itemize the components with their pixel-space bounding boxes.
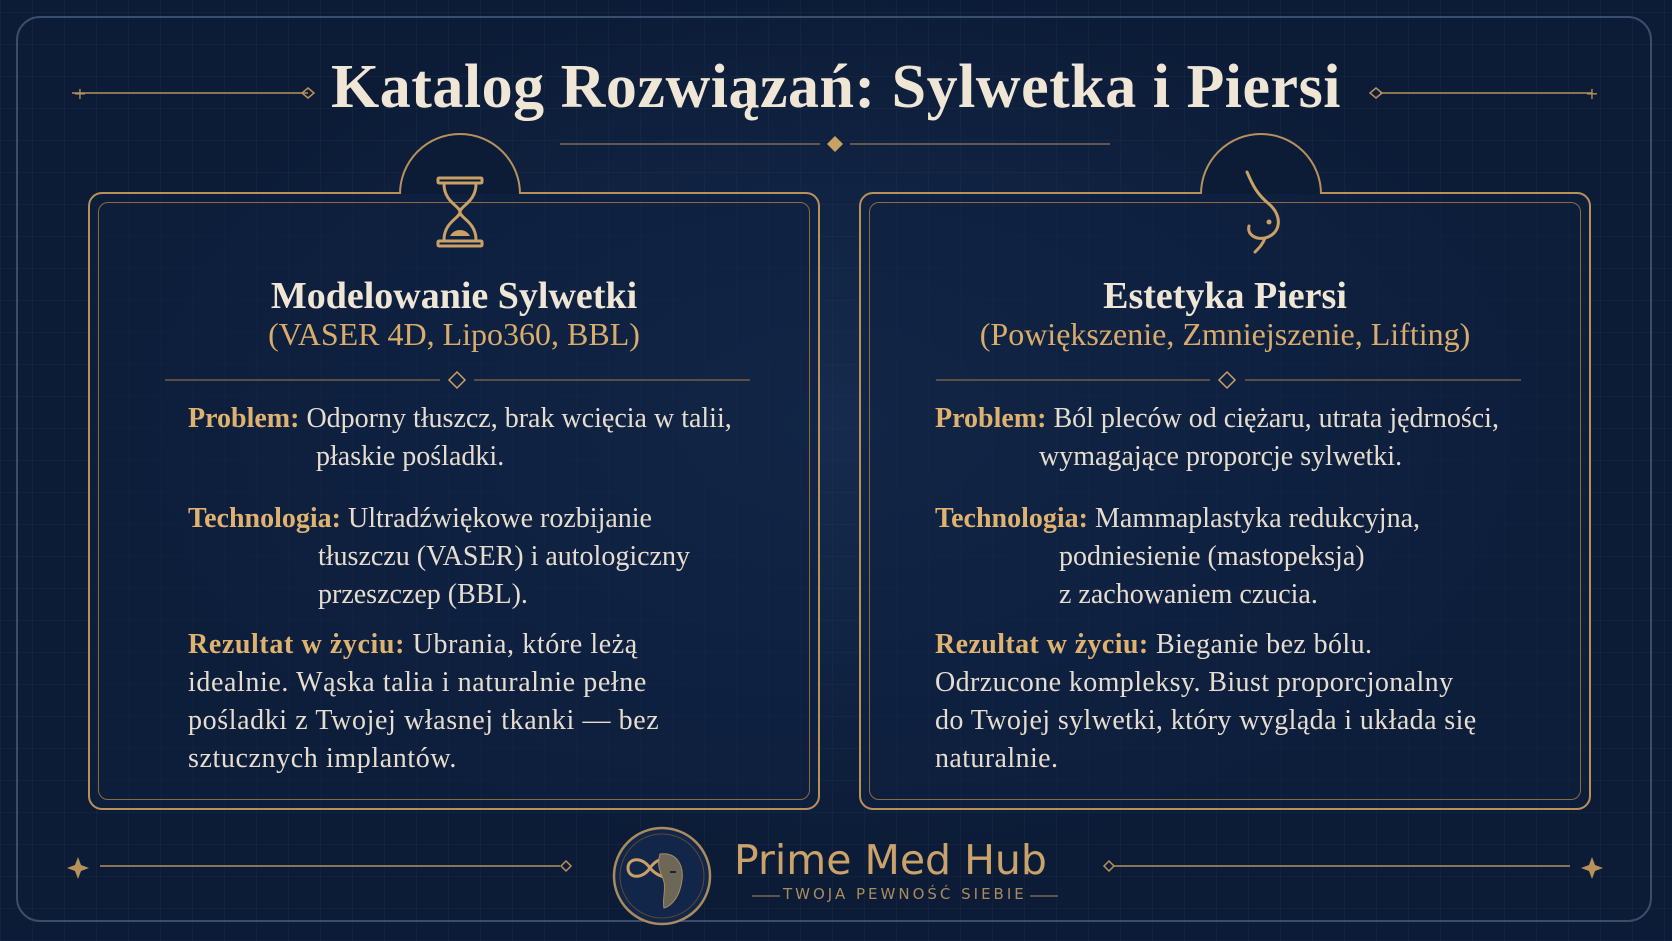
infinity-face-logo [610, 824, 714, 928]
technology-text-cont: z zachowaniem czucia. [1059, 579, 1318, 610]
problem-text: Odporny tłuszcz, brak wcięcia w talii, [306, 403, 732, 434]
breast-outline-icon [1229, 168, 1293, 254]
technology-text-cont: podniesienie (mastopeksja) [1059, 541, 1365, 572]
brand-name: Prime Med Hub [734, 836, 1047, 884]
result-text-cont: do Twojej sylwetki, który wygląda i układa się [935, 705, 1477, 736]
brand-tagline: TWOJA PEWNOŚĆ SIEBIE [783, 885, 1027, 903]
result-text-cont: naturalnie. [935, 743, 1059, 774]
problem-block [935, 400, 1575, 476]
page-title: Katalog Rozwiązań: Sylwetka i Piersi [331, 53, 1341, 121]
problem-text: Ból pleców od ciężaru, utrata jędrności, [1053, 403, 1499, 434]
technology-label: Technologia: [935, 503, 1088, 534]
card-title: Estetyka Piersi [1103, 275, 1347, 317]
problem-block [188, 400, 808, 476]
card-breast-aesthetics [859, 192, 1591, 810]
svg-text:+: + [1585, 84, 1599, 103]
result-text: Ubrania, które leżą [412, 629, 638, 660]
problem-label: Problem: [188, 403, 300, 434]
technology-text: Ultradźwiękowe rozbijanie [348, 503, 652, 534]
result-label: Rezultat w życiu: [188, 629, 406, 660]
result-text-cont: sztucznych implantów. [188, 743, 457, 774]
technology-block [188, 500, 808, 614]
technology-text: Mammaplastyka redukcyjna, [1095, 503, 1421, 534]
card-title: Modelowanie Sylwetki [270, 275, 638, 317]
result-text-cont: pośladki z Twojej własnej tkanki — bez [188, 705, 660, 736]
problem-text-cont: wymagające proporcje sylwetki. [1039, 441, 1403, 472]
technology-text-cont: przeszczep (BBL). [318, 579, 528, 610]
result-block [935, 626, 1585, 778]
svg-text:+: + [73, 84, 87, 103]
technology-text-cont: tłuszczu (VASER) i autologiczny [318, 541, 690, 572]
card-body-contouring [88, 192, 820, 810]
problem-text-cont: płaskie pośladki. [316, 441, 505, 472]
result-block [188, 626, 808, 778]
card-subtitle: (Powiększenie, Zmniejszenie, Lifting) [979, 316, 1471, 352]
result-text-cont: Odrzucone kompleksy. Biust proporcjonalny [935, 667, 1454, 698]
result-label: Rezultat w życiu: [935, 629, 1149, 660]
problem-label: Problem: [935, 403, 1047, 434]
technology-label: Technologia: [188, 503, 341, 534]
technology-block [935, 500, 1575, 614]
card-subtitle: (VASER 4D, Lipo360, BBL) [268, 316, 640, 352]
result-text: Bieganie bez bólu. [1156, 629, 1373, 660]
result-text-cont: idealnie. Wąska talia i naturalnie pełne [188, 667, 647, 698]
hourglass-icon [432, 174, 488, 250]
